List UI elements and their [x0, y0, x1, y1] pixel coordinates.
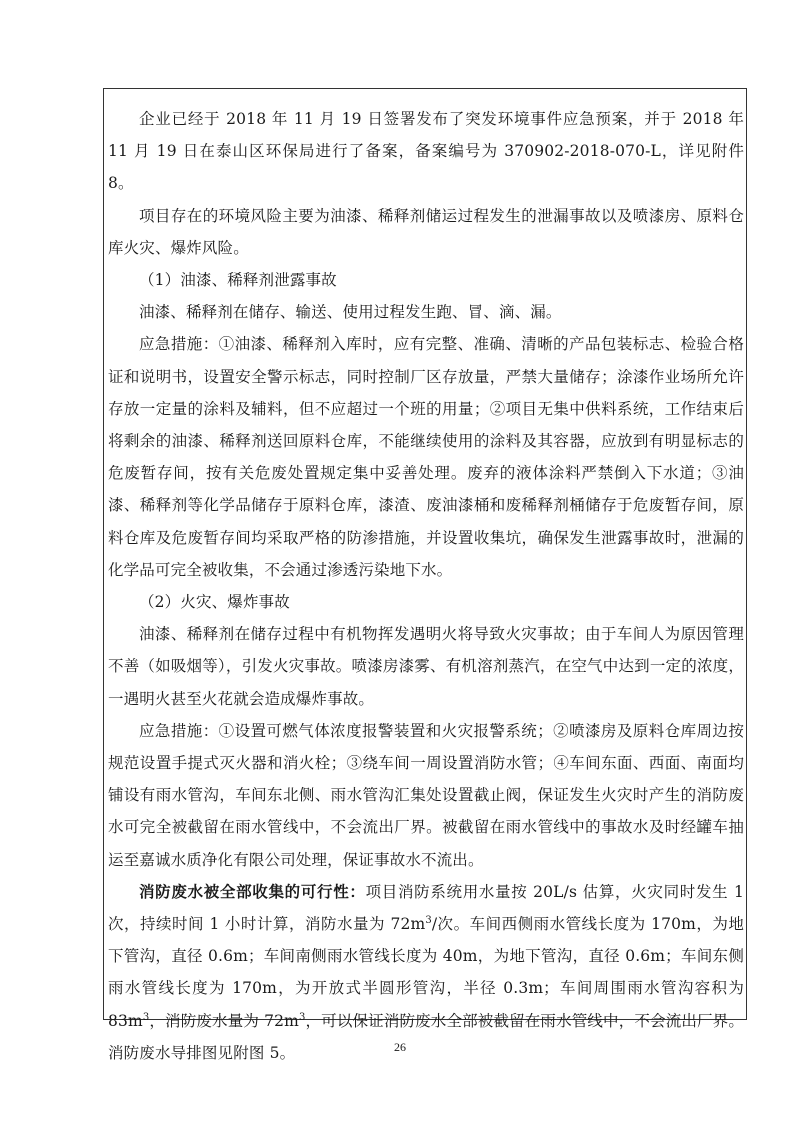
paragraph-fire-description: 油漆、稀释剂在储存过程中有机物挥发遇明火将导致火灾事故；由于车间人为原因管理不善（如吸烟等），引发火灾事故。喷漆房漆雾、有机溶剂蒸汽，在空气中达到一定的浓度，一遇明火甚至火花就会造成爆炸事故。: [108, 625, 744, 708]
page-number: 26: [394, 1040, 406, 1054]
paragraph-fire-measures: 应急措施：①设置可燃气体浓度报警装置和火灾报警系统；②喷漆房及原料仓库周边按规范设置手提式灭火器和消火栓；③绕车间一周设置消防水管；④车间东面、西面、南面均铺设有雨水管沟，车间东北侧、雨水管沟汇集处设置截止阀，保证发生火灾时产生的消防废水可完全被截留在雨水管线中，不会流出厂界。被截留在雨水管线中的事故水及时经罐车抽运至嘉诚水质净化有限公司处理，保证事故水不流出。: [108, 721, 744, 869]
feasibility-label: 消防废水被全部收集的可行性：: [139, 881, 366, 901]
heading-leak-accident: （1）油漆、稀释剂泄露事故: [139, 271, 337, 290]
heading-fire-accident: （2）火灾、爆炸事故: [139, 593, 290, 612]
paragraph-risk-summary: 项目存在的环境风险主要为油漆、稀释剂储运过程发生的泄漏事故以及喷漆房、原料仓库火灾、爆炸风险。: [108, 206, 744, 257]
paragraph-filing: 企业已经于 2018 年 11 月 19 日签署发布了突发环境事件应急预案，并于 2018 年 11 月 19 日在泰山区环保局进行了备案，备案编号为 370902-2018-070-L，详见附件 8。: [108, 110, 744, 193]
document-body: [108, 103, 744, 1069]
paragraph-leak-description: 油漆、稀释剂在储存、输送、使用过程发生跑、冒、滴、漏。: [139, 303, 562, 322]
paragraph-fire-water-feasibility: 消防废水被全部收集的可行性：项目消防系统用水量按 20L/s 估算，火灾同时发生 1 次，持续时间 1 小时计算，消防水量为 $72m^3/$次。车间西侧雨水管线长度为 170m，为地下管沟，直径 0.6m；车间南侧雨水管线长度为 40m，为地下管沟，直径 0.6m；车间东侧雨水管线长度为 170m，为开放式半圆形管沟，半径 0.3m；车间周围雨水管沟容积为 $83m^3$，消防废水量为 $72m^3$，可以保证消防废水全部被截留在雨水管线中，不会流出厂界。消防废水导排图见附图 5。: [108, 881, 744, 1062]
paragraph-leak-measures: 应急措施：①油漆、稀释剂入库时，应有完整、准确、清晰的产品包装标志、检验合格证和说明书，设置安全警示标志，同时控制厂区存放量，严禁大量储存；涂漆作业场所允许存放一定量的涂料及辅料，但不应超过一个班的用量；②项目无集中供料系统，工作结束后将剩余的油漆、稀释剂送回原料仓库，不能继续使用的涂料及其容器，应放到有明显标志的危废暂存间，按有关危废处置规定集中妥善处理。废弃的液体涂料严禁倒入下水道；③油漆、稀释剂等化学品储存于原料仓库，漆渣、废油漆桶和废稀释剂桶储存于危废暂存间，原料仓库及危废暂存间均采取严格的防渗措施，并设置收集坑，确保发生泄露事故时，泄漏的化学品可完全被收集，不会通过渗透污染地下水。: [108, 335, 744, 579]
